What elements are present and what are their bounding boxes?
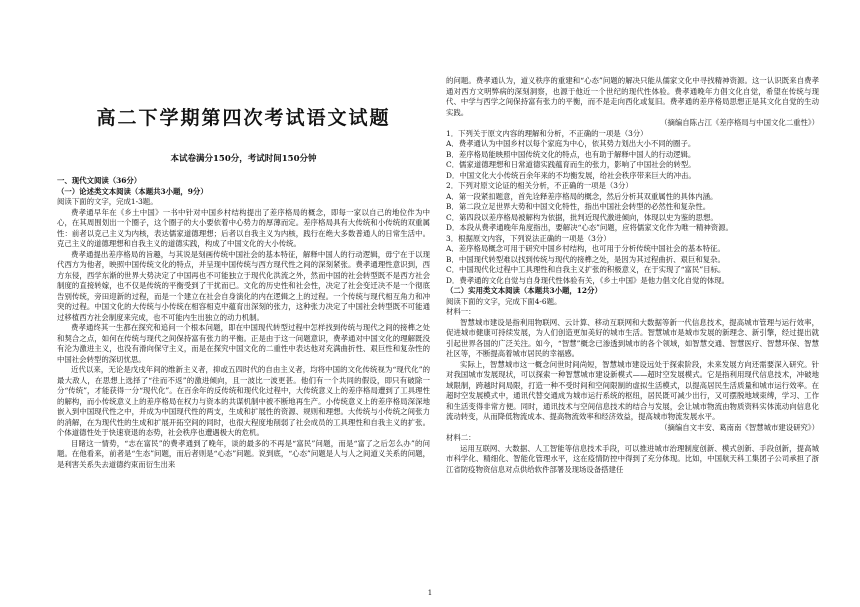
material-label: 材料二：: [446, 433, 476, 442]
option-c: C．儒家道德理想和日常道德实践蕴育而生的张力，影响了中国社会的转型。: [446, 160, 696, 169]
passage-paragraph: 智慧城市建设是指利用物联网、云计算、移动互联网和大数据等新一代信息技术，提高城市管理与运行效率，促进城市健康可持续发展，为人们创造更加美好的城市生活。智慧城市是城市发展的新理念、新引擎，经过提出就引起世界各国的广泛关注。如今，“智慧”概念已渗透到城市的各个领域，如智慧交通、智慧医疗、智慧环保、智慧社区等，不断提高着城市居民的幸福感。: [446, 317, 819, 358]
option-b: B．第二段立足世界大势和中国文化特性，指出中国社会转型的必然性和复杂性。: [446, 202, 711, 211]
passage-paragraph: 近代以来，无论是戊戌年间的维新主义者，抑或五四时代的自由主义者，均将中国的文化传统视为“现代化”的最大敌人，在思想上选择了“往而不返”的激进倾向，且一波比一波更甚。他们有一个共同的假设，即只有破除一分“传统”，才能获得一分“现代化”。在百余年的反传统和现代化过程中，大传统意义上的差序格局遭到了工具理性的解构，而小传统意义上的差序格局在权力与资本的共谋机制中被不断地再生产。小传统意义上的差序格局深深地嵌入到中国现代性之中，并成为中国现代性的两支，生成和扩展性的资源、规则和理想。大传统与小传统之间张力的消解，在为现代性的生成和扩展开拓空间的同时，也很大程度地削弱了社会成员的工具理性和自我主义的扩张。个体道德性处于快速衰退的态势，社会秩序也遭遇极大的危机。: [57, 365, 430, 437]
passage-paragraph: 费孝通早年在《乡土中国》一书中针对中国乡村结构提出了差序格局的概念，即每一家以自己的地位作为中心，在其周围划出一个圈子，这个圈子的大小要依着中心势力的厚薄而定。差序格局具有大传统和小传统的双重属性：前者以克己主义为内核，表达儒家道德理想；后者以自我主义为内核，践行在绝大多数普通人的日常生活中。克己主义的道德理想和自我主义的道德实践，构成了中国文化的大小传统。: [57, 207, 430, 248]
right-column: [446, 76, 819, 475]
exam-title: 高二下学期第四次考试语文试题: [96, 107, 391, 129]
option-a: A．第一段紧扣题意，首先诠释差序格局的概念，然后分析其双重属性的具体内涵。: [446, 191, 718, 201]
passage-paragraph: 费孝通提出差序格局的旨趣，与其说是刻画传统中国社会的基本特征，解释中国人的行动逻辑，毋宁在于以现代西方为他者，映照中国传统文化的特点，并呈现中国传统与西方现代性之间的深刻紧张。费孝通理性意识到，西方东侵，西学东渐的世界大势决定了中国再也不可能独立于现代化洪流之外，然而中国的社会转型既不是西方社会制度的直接转嫁，也不仅是传统的平衡受到了干扰而已。文化的历史性和社会性，决定了社会变迁决不是一个彻底告别传统，旁田迎新的过程，而是一个建立在社会自身演化的内在逻辑之上的过程。一个传统与现代相互角力和冲突的过程。中国文化的大传统与小传统在相容相克中蕴育出深刻的张力，这种张力决定了中国社会转型既不可能通过移植西方社会制度来完成，也不可能内生出独立的动力机制。: [57, 249, 430, 322]
question-1: 1．下列关于原文内容的理解和分析，不正确的一项是（3分）: [446, 128, 648, 138]
exam-subtitle: 本试卷满分150分，考试时间150分钟: [170, 154, 317, 164]
instructions: 阅读下面的文字，完成下面4-6题。: [446, 296, 562, 306]
page-number: 1: [427, 589, 433, 597]
section-heading: 一、现代文阅读（36分）: [57, 176, 142, 185]
passage-paragraph: 运用互联网、大数据、人工智能等信息技术手段，可以推进城市治理制度创新、模式创新、手段创新，提高城市科学化、精细化、智能化管理水平，这在疫情防控中得到了充分体现。比如，中国航天科工集团子公司承担了浙江省防疫物资信息对点供给软件部署及现场设备搭建任: [446, 443, 819, 474]
material-label: 材料一：: [446, 307, 476, 316]
passage-source: （摘编自陈占江《差序格局与中国文化二重性》）: [660, 118, 819, 127]
option-a: A．差序格局概念可用于研究中国乡村结构，也可用于分析传统中国社会的基本特征。: [446, 244, 725, 253]
option-c: C．中国现代化过程中工具理性和自我主义扩张的积极意义，在于实现了“富民”目标。: [446, 265, 726, 274]
passage-paragraph: 费孝通终其一生都在探究和追问一个根本问题，即在中国现代转型过程中怎样找到传统与现代之间的接榫之处和契合之点，如何在传统与现代之间保持富有张力的平衡。正是由于这一问题意识，费孝通对中国文化的理解既没有沦为激进主义，也没有滑向保守主义，而是在探究中国文化的二重性中表达他对充满曲折性、艰巨性和复杂性的中国社会转型的深切忧思。: [57, 323, 430, 364]
question-2: 2．下列对原文论证的相关分析，不正确的一项是（3分）: [446, 181, 633, 190]
option-b: B．中国现代转型难以找到传统与现代的接榫之处，是因为其过程曲折、艰巨和复杂。: [446, 254, 725, 264]
passage-paragraph: 实际上，智慧城市这一概念问世时间尚短，智慧城市建设远处于探索阶段，未来发展方向还需要深入研究。针对我国城市发展现状，可以探索一种智慧城市建设新模式——超时空发展模式。它是指利用现代信息技术，冲破地域限制，跨越时间局限，打造一种不受时间和空间限制的虚拟生活模式，以提高居民生活质量和城市运行效率。在超时空发展模式中，通讯代替交通成为城市运行系统的枢纽，居民既可减少出行，又可摆脱地域束缚，学习、工作和生活变得非常方便。同时，通讯技术与空间信息技术的结合与发展，会让城市物流由物质资料实体流动向信息化流动转变，从而降低物流成本、提高物流效率和经济效益，提高城市物流发展水平。: [446, 359, 819, 421]
question-3: 3．根据原文内容，下列说法正确的一项是（3分）: [446, 233, 611, 243]
option-c: C．第四段以差序格局被解构为依据，批判近现代激进倾向，体现以史为鉴的思想。: [446, 212, 718, 222]
option-d: D．中国文化大小传统百余年来的不均衡发展，给社会秩序带来巨大的冲击。: [446, 170, 696, 180]
subsection-heading: （二）实用类文本阅读（本题共3小题，12分）: [446, 286, 602, 295]
passage-paragraph: 的问题。费孝通认为，道义秩序的重建和“心态”问题的解决只能从儒家文化中寻找精神资源。这一认识既来自费孝通对西方文明弊病的深刻洞察，也源于他近一个世纪的现代性体验。费孝通晚年力倡文化自觉，希望在传统与现代、中学与西学之间保持富有张力的平衡，而不是走向西化或复旧。费孝通的差序格局思想正是其文化自觉的生动实践。: [446, 76, 819, 117]
option-d: D．本段从费孝通晚年角度指出，要解决“心态”问题，应将儒家文化作为唯一精神资源。: [446, 223, 733, 232]
passage-source: （摘编自文丰安、葛南南《智慧城市建设研究》）: [660, 422, 819, 432]
passage-paragraph: 目睹这一情势，“志在富民”的费孝通到了晚年，谈的最多的不再是“富民”问题，而是“富了之后怎么办”的问题。在他看来，前者是“生态”问题，而后者则是“心态”问题。说到底，“心态”问题是人与人之间道义关系的问题，是利害关系失去道德约束而衍生出来: [57, 438, 430, 469]
instructions: 阅读下面的文字，完成1-3题。: [57, 197, 158, 206]
left-column: [57, 176, 430, 470]
option-b: B．差序格局能映照中国传统文化的特点，也有助于解释中国人的行动逻辑。: [446, 149, 696, 159]
subsection-heading: （一）论述类文本阅读（本题共3小题，9分）: [57, 186, 208, 196]
option-d: D．费孝通的文化自觉与自身现代性体验有关，《乡土中国》是他力倡文化自觉的体现。: [446, 275, 730, 285]
option-a: A．费孝通认为中国乡村以每个家庭为中心，依其势力划出大小不同的圈子。: [446, 139, 696, 148]
